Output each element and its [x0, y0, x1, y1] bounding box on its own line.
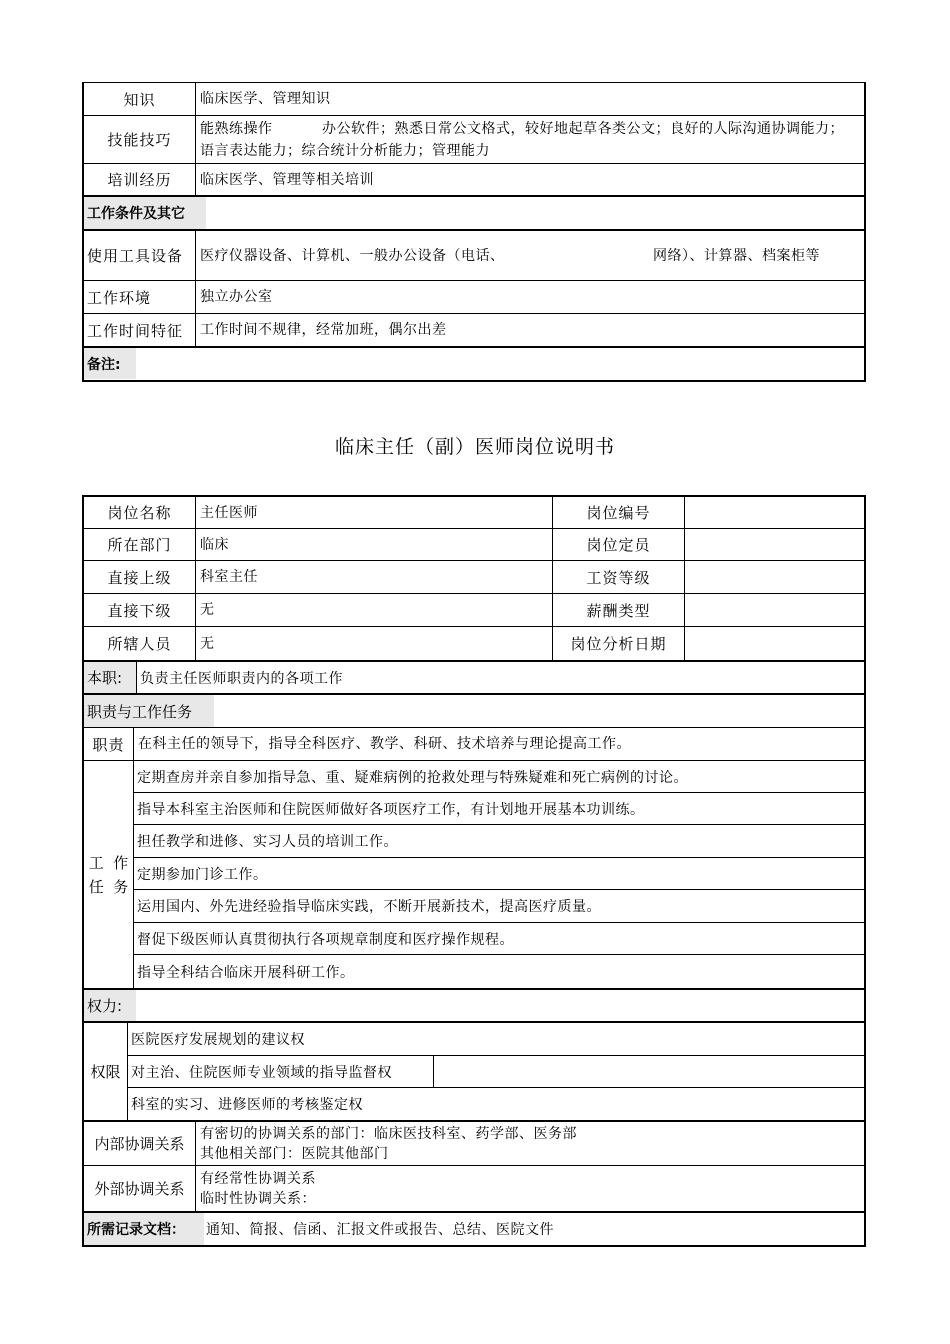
row-tools	[84, 231, 864, 281]
internal-label: 内部协调关系	[84, 1122, 196, 1165]
section-conditions: 工作条件及其它	[84, 197, 206, 229]
value-subordinate: 无	[196, 594, 553, 626]
value-worktime: 工作时间不规律，经常加班，偶尔出差	[200, 322, 447, 338]
value-superior: 科室主任	[196, 561, 553, 593]
docs-label: 所需记录文档：	[84, 1213, 204, 1245]
power-row-line	[434, 1056, 864, 1088]
task-item: 督促下级医师认真贯彻执行各项规章制度和医疗操作规程。	[134, 923, 866, 955]
row-remarks	[84, 348, 864, 379]
info-row	[84, 497, 864, 529]
duties-section: 职责与工作任务	[84, 695, 214, 727]
value-staff: 无	[196, 627, 553, 660]
external-value	[196, 1166, 864, 1211]
docs-row	[84, 1213, 864, 1245]
power-item: 科室的实习、进修医师的考核鉴定权	[131, 1097, 363, 1113]
info-row	[84, 561, 864, 594]
label-tools: 使用工具设备	[84, 231, 196, 280]
row-training	[84, 164, 864, 197]
zhize-label: 职责	[84, 728, 134, 760]
benzhi-row	[84, 662, 864, 695]
main-table	[82, 495, 866, 1247]
row-knowledge	[84, 83, 864, 116]
task-item: 担任教学和进修、实习人员的培训工作。	[134, 825, 866, 858]
row-worktime	[84, 314, 864, 348]
internal-line1: 有密切的协调关系的部门：临床医技科室、药学部、医务部	[200, 1125, 577, 1142]
value-training: 临床医学、管理等相关培训	[200, 171, 374, 188]
label-staff: 所辖人员	[84, 627, 196, 660]
label-knowledge: 知识	[84, 83, 196, 115]
info-row	[84, 627, 864, 662]
external-line2: 临时性协调关系：	[200, 1190, 316, 1207]
task-item: 定期查房并亲自参加指导急、重、疑难病例的抢救处理与特殊疑难和死亡病例的讨论。	[134, 761, 866, 793]
label-salary-grade: 工资等级	[553, 561, 685, 593]
zhize-row	[84, 728, 864, 761]
section-conditions-row	[84, 197, 864, 231]
info-row	[84, 594, 864, 627]
docs-value: 通知、简报、信函、汇报文件或报告、总结、医院文件	[206, 1222, 554, 1238]
value-pay-type	[685, 594, 864, 626]
value-environment: 独立办公室	[200, 289, 273, 305]
internal-row	[84, 1122, 864, 1166]
external-row	[84, 1166, 864, 1213]
tasks-label-line2: 任 务	[88, 877, 129, 896]
benzhi-label: 本职:	[84, 662, 137, 693]
quanxian-block	[84, 1023, 864, 1122]
value-skills: 能熟练操作 办公软件；熟悉日常公文格式，较好地起草各类公文；良好的人际沟通协调能力；语言表达能力；综合统计分析能力；管理能力	[200, 120, 844, 159]
power-section: 权力:	[84, 990, 136, 1021]
value-tools: 医疗仪器设备、计算机、一般办公设备（电话、 网络）、计算器、档案柜等	[200, 247, 821, 264]
zhize-value: 在科主任的领导下，指导全科医疗、教学、科研、技术培养与理论提高工作。	[138, 736, 631, 752]
tasks-block	[84, 761, 864, 989]
tasks-label	[84, 761, 134, 988]
label-position-name: 岗位名称	[84, 497, 196, 528]
top-table	[82, 82, 866, 382]
power-section-row	[84, 989, 864, 1023]
power-item: 医院医疗发展规划的建议权	[128, 1023, 864, 1056]
label-headcount: 岗位定员	[553, 529, 685, 560]
external-line1: 有经常性协调关系	[200, 1170, 316, 1187]
label-skills: 技能技巧	[84, 116, 196, 163]
label-environment: 工作环境	[84, 281, 196, 313]
label-training: 培训经历	[84, 164, 196, 195]
value-analysis-date	[685, 627, 864, 660]
task-item: 定期参加门诊工作。	[134, 858, 866, 890]
task-item: 运用国内、外先进经验指导临床实践，不断开展新技术，提高医疗质量。	[134, 890, 866, 923]
value-department: 临床	[196, 529, 553, 560]
label-superior: 直接上级	[84, 561, 196, 593]
duties-section-row	[84, 695, 864, 728]
label-department: 所在部门	[84, 529, 196, 560]
label-position-code: 岗位编号	[553, 497, 685, 528]
label-worktime: 工作时间特征	[84, 314, 196, 346]
value-position-name: 主任医师	[196, 497, 553, 528]
internal-line2: 其他相关部门：医院其他部门	[200, 1145, 389, 1162]
value-knowledge: 临床医学、管理知识	[200, 91, 331, 107]
tasks-label-line1: 工 作	[88, 853, 129, 872]
label-subordinate: 直接下级	[84, 594, 196, 626]
task-item: 指导全科结合临床开展科研工作。	[137, 964, 355, 981]
internal-value	[196, 1122, 864, 1165]
label-analysis-date: 岗位分析日期	[553, 627, 685, 660]
info-row	[84, 529, 864, 561]
power-item: 对主治、住院医师专业领域的指导监督权	[128, 1056, 434, 1088]
external-label: 外部协调关系	[84, 1166, 196, 1211]
label-pay-type: 薪酬类型	[553, 594, 685, 626]
quanxian-label: 权限	[84, 1023, 128, 1120]
row-environment	[84, 281, 864, 314]
row-skills	[84, 116, 864, 164]
benzhi-value: 负责主任医师职责内的各项工作	[140, 670, 343, 687]
value-position-code	[685, 497, 864, 528]
task-item: 指导本科室主治医师和住院医师做好各项医疗工作，有计划地开展基本功训练。	[134, 793, 866, 825]
document-title: 临床主任（副）医师岗位说明书	[334, 436, 615, 458]
value-salary-grade	[685, 561, 864, 593]
remarks-label: 备注:	[84, 348, 136, 379]
value-headcount	[685, 529, 864, 560]
